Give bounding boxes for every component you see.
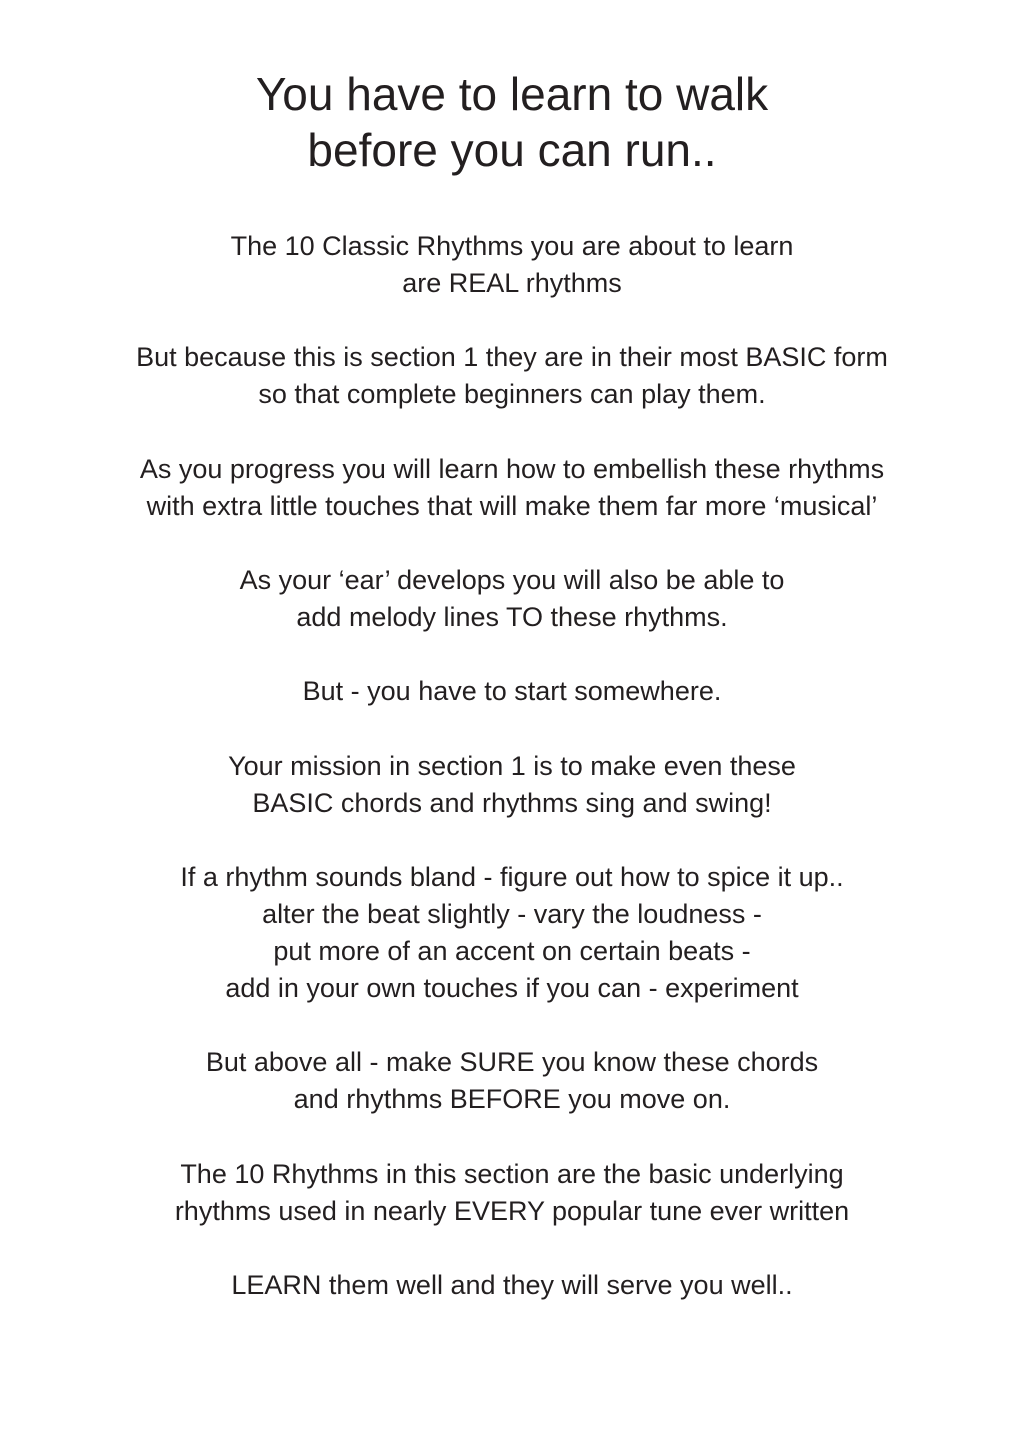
- text-line: put more of an accent on certain beats -: [273, 936, 751, 966]
- text-line: Your mission in section 1 is to make even these: [228, 751, 796, 781]
- text-line: But above all - make SURE you know these chords: [205, 1047, 819, 1077]
- text-line: with extra little touches that will make them far more ‘musical’: [146, 491, 878, 521]
- paragraph-classic-rhythms: [0, 228, 1024, 302]
- text-line: If a rhythm sounds bland - figure out how to spice it up..: [180, 862, 844, 892]
- text-line: But - you have to start somewhere.: [302, 676, 722, 706]
- paragraph-ear-develops: [0, 562, 1024, 636]
- text-line: and rhythms BEFORE you move on.: [293, 1084, 731, 1114]
- text-line: add melody lines TO these rhythms.: [296, 602, 728, 632]
- paragraph-start-somewhere: [0, 673, 1024, 710]
- paragraph-above-all: [0, 1044, 1024, 1118]
- text-line: The 10 Classic Rhythms you are about to learn: [230, 231, 794, 261]
- text-line: BASIC chords and rhythms sing and swing!: [252, 788, 772, 818]
- paragraph-basic-form: [0, 339, 1024, 413]
- text-line: add in your own touches if you can - experiment: [225, 973, 799, 1003]
- text-line: LEARN them well and they will serve you well..: [231, 1270, 793, 1300]
- text-line: As you progress you will learn how to embellish these rhythms: [139, 454, 885, 484]
- paragraph-learn-them-well: [0, 1267, 1024, 1304]
- page-title: [0, 66, 1024, 178]
- title-line-1: You have to learn to walk: [255, 68, 769, 120]
- text-line: are REAL rhythms: [402, 268, 622, 298]
- text-line: The 10 Rhythms in this section are the basic underlying: [180, 1159, 844, 1189]
- text-line: As your ‘ear’ develops you will also be able to: [239, 565, 785, 595]
- text-line: rhythms used in nearly EVERY popular tune ever written: [174, 1196, 850, 1226]
- text-line: But because this is section 1 they are in their most BASIC form: [136, 342, 888, 372]
- text-line: so that complete beginners can play them.: [258, 379, 766, 409]
- paragraph-progress: [0, 451, 1024, 525]
- paragraph-spice-it-up: [0, 859, 1024, 1007]
- title-line-2: before you can run..: [307, 124, 717, 176]
- paragraph-ten-rhythms: [0, 1156, 1024, 1230]
- text-line: alter the beat slightly - vary the loudness -: [262, 899, 762, 929]
- paragraph-mission: [0, 748, 1024, 822]
